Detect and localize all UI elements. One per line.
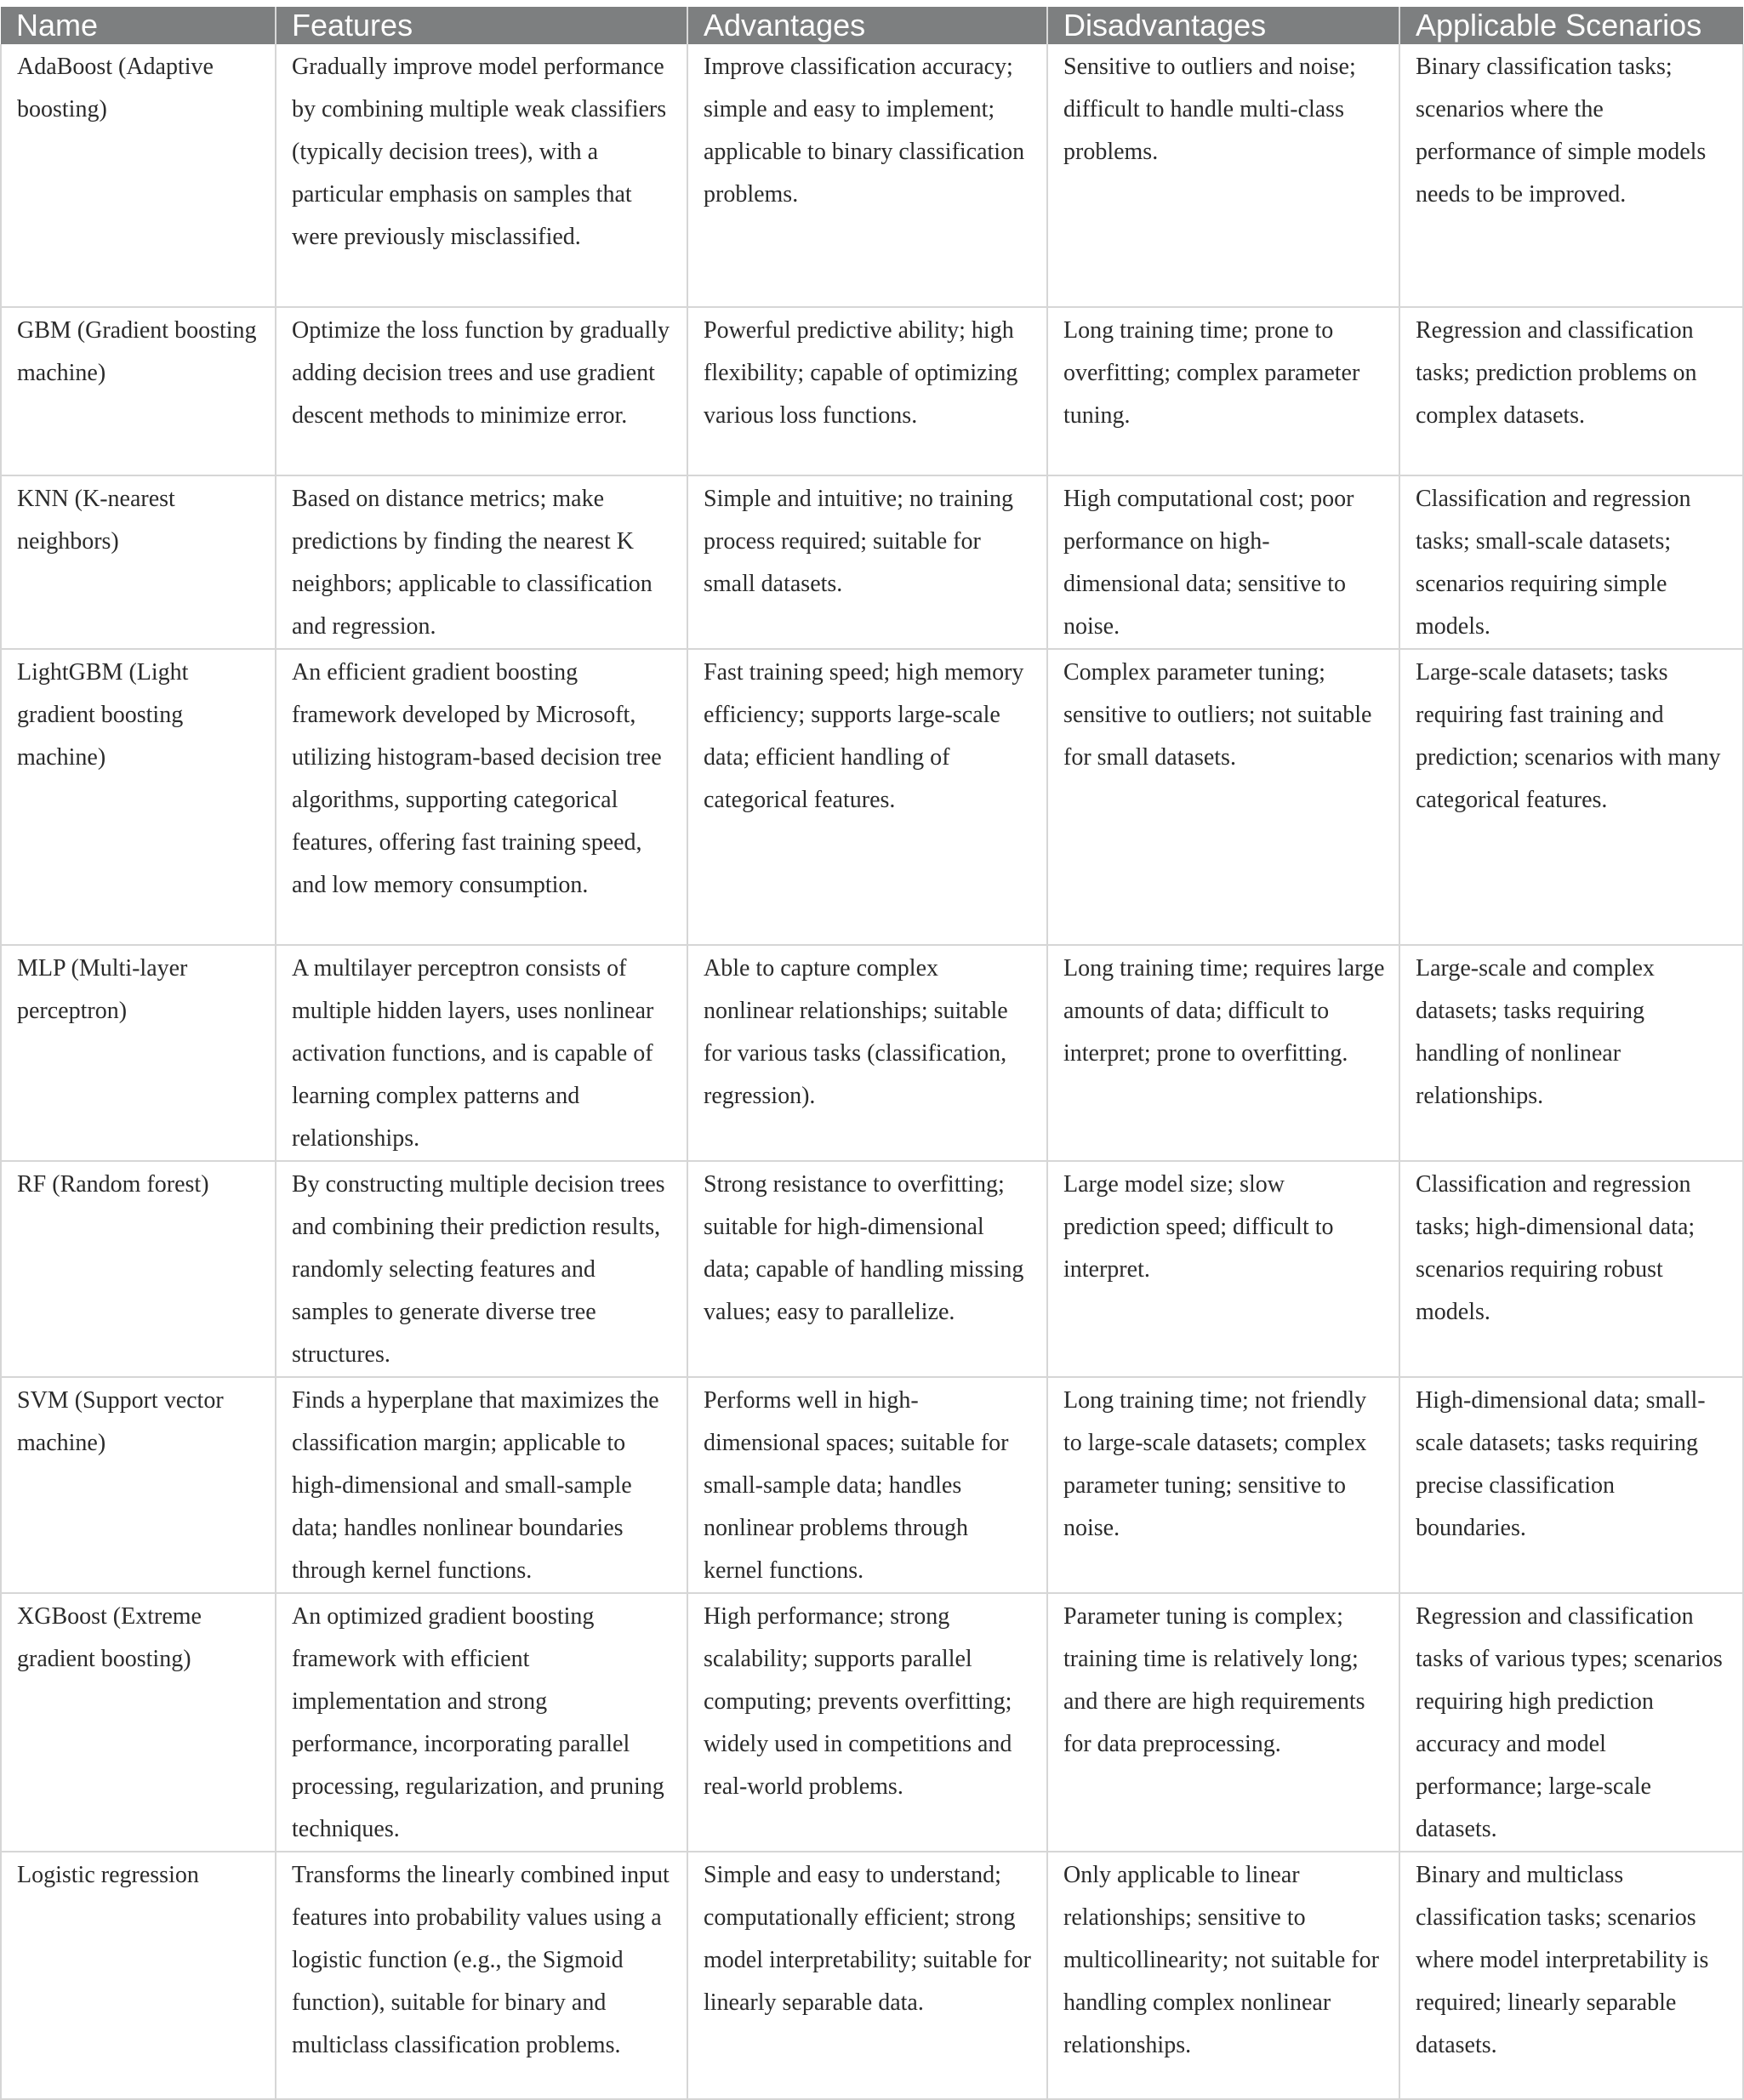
cell-name: Logistic regression xyxy=(1,1852,276,2099)
cell-scenarios: Regression and classification tasks of various types; scenarios requiring high prediction accuracy and model performance; large-scale datasets. xyxy=(1399,1593,1743,1852)
cell-features: Gradually improve model performance by combining multiple weak classifiers (typically decision trees), with a particular emphasis on samples that were previously misclassified. xyxy=(276,44,687,307)
table-row xyxy=(1,1852,1743,2099)
cell-advantages: Able to capture complex nonlinear relationships; suitable for various tasks (classification, regression). xyxy=(687,945,1047,1161)
table-row xyxy=(1,1377,1743,1593)
cell-features: Finds a hyperplane that maximizes the classification margin; applicable to high-dimensional and small-sample data; handles nonlinear boundaries through kernel functions. xyxy=(276,1377,687,1593)
cell-name: RF (Random forest) xyxy=(1,1161,276,1377)
cell-name: GBM (Gradient boosting machine) xyxy=(1,307,276,475)
table-row xyxy=(1,1593,1743,1852)
table-row xyxy=(1,945,1743,1161)
cell-advantages: Simple and easy to understand; computationally efficient; strong model interpretability; suitable for linearly separable data. xyxy=(687,1852,1047,2099)
cell-name: LightGBM (Light gradient boosting machine) xyxy=(1,649,276,945)
cell-features: Optimize the loss function by gradually adding decision trees and use gradient descent methods to minimize error. xyxy=(276,307,687,475)
cell-advantages: Performs well in high-dimensional spaces; suitable for small-sample data; handles nonlinear problems through kernel functions. xyxy=(687,1377,1047,1593)
cell-features: Based on distance metrics; make predictions by finding the nearest K neighbors; applicable to classification and regression. xyxy=(276,475,687,649)
cell-disadvantages: Sensitive to outliers and noise; difficult to handle multi-class problems. xyxy=(1047,44,1399,307)
cell-disadvantages: Complex parameter tuning; sensitive to outliers; not suitable for small datasets. xyxy=(1047,649,1399,945)
cell-scenarios: Large-scale datasets; tasks requiring fast training and prediction; scenarios with many categorical features. xyxy=(1399,649,1743,945)
cell-features: An efficient gradient boosting framework developed by Microsoft, utilizing histogram-based decision tree algorithms, supporting categorical features, offering fast training speed, and low memory consumption. xyxy=(276,649,687,945)
table-body xyxy=(1,44,1743,2099)
cell-scenarios: Binary and multiclass classification tasks; scenarios where model interpretability is required; linearly separable datasets. xyxy=(1399,1852,1743,2099)
cell-features: An optimized gradient boosting framework with efficient implementation and strong performance, incorporating parallel processing, regularization, and pruning techniques. xyxy=(276,1593,687,1852)
cell-advantages: High performance; strong scalability; supports parallel computing; prevents overfitting; widely used in competitions and real-world problems. xyxy=(687,1593,1047,1852)
cell-advantages: Strong resistance to overfitting; suitable for high-dimensional data; capable of handling missing values; easy to parallelize. xyxy=(687,1161,1047,1377)
header-applicable-scenarios: Applicable Scenarios xyxy=(1399,7,1743,44)
cell-disadvantages: Large model size; slow prediction speed; difficult to interpret. xyxy=(1047,1161,1399,1377)
table-row xyxy=(1,649,1743,945)
cell-disadvantages: Long training time; prone to overfitting; complex parameter tuning. xyxy=(1047,307,1399,475)
cell-name: KNN (K-nearest neighbors) xyxy=(1,475,276,649)
cell-scenarios: Classification and regression tasks; small-scale datasets; scenarios requiring simple models. xyxy=(1399,475,1743,649)
cell-disadvantages: High computational cost; poor performance on high-dimensional data; sensitive to noise. xyxy=(1047,475,1399,649)
header-features: Features xyxy=(276,7,687,44)
header-row xyxy=(1,7,1743,44)
cell-advantages: Improve classification accuracy; simple and easy to implement; applicable to binary classification problems. xyxy=(687,44,1047,307)
table-row xyxy=(1,44,1743,307)
cell-name: MLP (Multi-layer perceptron) xyxy=(1,945,276,1161)
cell-name: AdaBoost (Adaptive boosting) xyxy=(1,44,276,307)
cell-scenarios: Classification and regression tasks; high-dimensional data; scenarios requiring robust models. xyxy=(1399,1161,1743,1377)
cell-scenarios: Binary classification tasks; scenarios where the performance of simple models needs to be improved. xyxy=(1399,44,1743,307)
cell-features: By constructing multiple decision trees and combining their prediction results, randomly selecting features and samples to generate diverse tree structures. xyxy=(276,1161,687,1377)
cell-advantages: Powerful predictive ability; high flexibility; capable of optimizing various loss functions. xyxy=(687,307,1047,475)
comparison-table-container xyxy=(0,7,1742,2100)
cell-advantages: Fast training speed; high memory efficiency; supports large-scale data; efficient handling of categorical features. xyxy=(687,649,1047,945)
cell-name: XGBoost (Extreme gradient boosting) xyxy=(1,1593,276,1852)
cell-scenarios: Large-scale and complex datasets; tasks requiring handling of nonlinear relationships. xyxy=(1399,945,1743,1161)
header-name: Name xyxy=(1,7,276,44)
table-row xyxy=(1,307,1743,475)
table-row xyxy=(1,1161,1743,1377)
cell-name: SVM (Support vector machine) xyxy=(1,1377,276,1593)
header-advantages: Advantages xyxy=(687,7,1047,44)
table-header xyxy=(1,7,1743,44)
cell-features: A multilayer perceptron consists of multiple hidden layers, uses nonlinear activation functions, and is capable of learning complex patterns and relationships. xyxy=(276,945,687,1161)
cell-advantages: Simple and intuitive; no training process required; suitable for small datasets. xyxy=(687,475,1047,649)
cell-disadvantages: Long training time; requires large amounts of data; difficult to interpret; prone to overfitting. xyxy=(1047,945,1399,1161)
table-row xyxy=(1,475,1743,649)
cell-disadvantages: Long training time; not friendly to large-scale datasets; complex parameter tuning; sensitive to noise. xyxy=(1047,1377,1399,1593)
cell-disadvantages: Parameter tuning is complex; training time is relatively long; and there are high requirements for data preprocessing. xyxy=(1047,1593,1399,1852)
cell-scenarios: High-dimensional data; small-scale datasets; tasks requiring precise classification boundaries. xyxy=(1399,1377,1743,1593)
header-disadvantages: Disadvantages xyxy=(1047,7,1399,44)
cell-disadvantages: Only applicable to linear relationships; sensitive to multicollinearity; not suitable for handling complex nonlinear relationships. xyxy=(1047,1852,1399,2099)
ml-models-comparison-table xyxy=(0,7,1744,2100)
cell-features: Transforms the linearly combined input features into probability values using a logistic function (e.g., the Sigmoid function), suitable for binary and multiclass classification problems. xyxy=(276,1852,687,2099)
cell-scenarios: Regression and classification tasks; prediction problems on complex datasets. xyxy=(1399,307,1743,475)
